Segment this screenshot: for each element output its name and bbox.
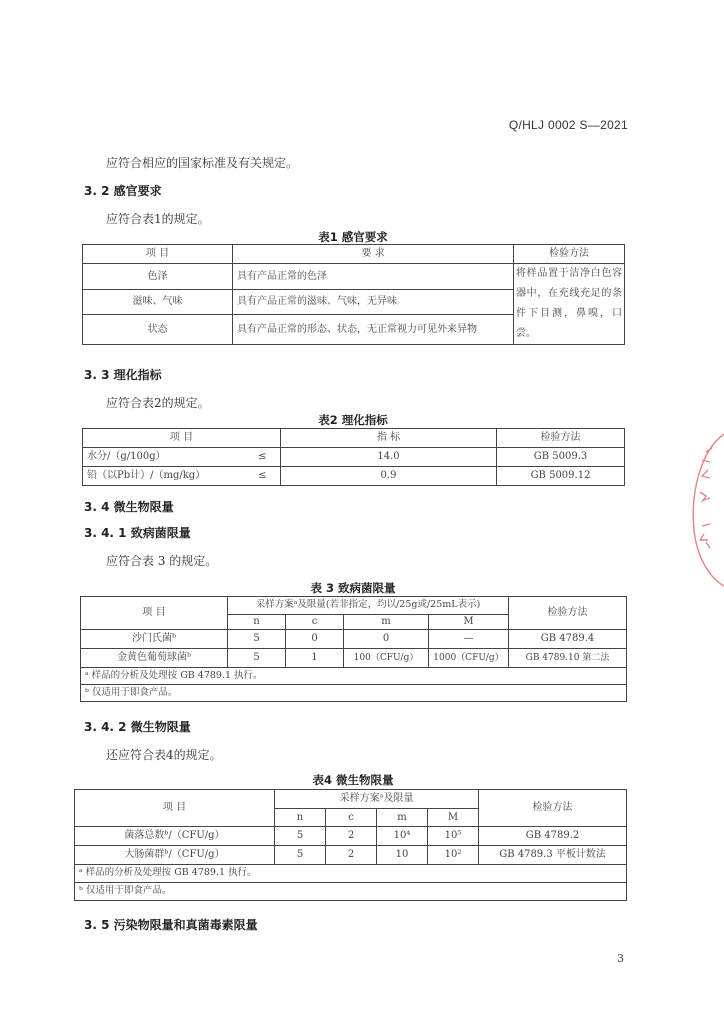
header-method: 检验方法 (509, 597, 627, 630)
table-note-row (75, 865, 627, 883)
n-cell: 5 (228, 630, 286, 649)
header-method: 检验方法 (514, 245, 625, 264)
n-cell: 5 (275, 827, 326, 846)
header-method: 检验方法 (479, 790, 627, 827)
c-cell: 2 (326, 846, 377, 865)
header-m: m (377, 809, 428, 827)
header-item: 项 目 (81, 597, 228, 630)
method-cell: GB 5009.3 (497, 448, 625, 467)
m-cell: 100（CFU/g） (344, 649, 429, 668)
table1-caption: 表1 感官要求 (318, 230, 388, 244)
section-3-2-text: 应符合表1的规定。 (106, 212, 210, 226)
m-cell: 0 (344, 630, 429, 649)
c-cell: 1 (286, 649, 344, 668)
table-note: ᵃ 样品的分析及处理按 GB 4789.1 执行。 (75, 865, 627, 883)
method-cell: GB 4789.10 第二法 (509, 649, 627, 668)
standard-number: Q/HLJ 0002 S—2021 (508, 118, 628, 132)
item-cell: 水分/（g/100g） (83, 448, 245, 467)
table3-caption: 表 3 致病菌限量 (310, 581, 396, 595)
table-row (83, 467, 625, 486)
M-cell: 10⁵ (428, 827, 479, 846)
header-item: 项 目 (83, 429, 281, 448)
n-cell: 5 (275, 846, 326, 865)
value-cell: 14.0 (281, 448, 497, 467)
table-row (75, 827, 627, 846)
requirement-cell: 具有产品正常的形态、状态，无正常视力可见外来异物 (233, 315, 514, 345)
header-c: c (326, 809, 377, 827)
section-3-3-text: 应符合表2的规定。 (106, 396, 210, 410)
item-cell: 铅（以Pb计）/（mg/kg） (83, 467, 245, 486)
table-header-row (81, 597, 627, 615)
M-cell: — (429, 630, 509, 649)
table2-caption: 表2 理化指标 (318, 413, 388, 427)
header-M: M (429, 615, 509, 630)
header-m: m (344, 615, 429, 630)
c-cell: 2 (326, 827, 377, 846)
table-header-row (75, 790, 627, 809)
table-header-row (83, 429, 625, 448)
section-3-3-heading: 3. 3 理化指标 (84, 368, 162, 382)
section-3-5-heading: 3. 5 污染物限量和真菌毒素限量 (84, 918, 258, 932)
header-n: n (228, 615, 286, 630)
header-c: c (286, 615, 344, 630)
table-row (81, 630, 627, 649)
table-note: ᵇ 仅适用于即食产品。 (75, 883, 627, 901)
header-item: 项 目 (75, 790, 275, 827)
table3-pathogen-limits (80, 596, 627, 702)
method-cell: GB 4789.2 (479, 827, 627, 846)
method-cell: 将样品置于洁净白色容器中，在充线充足的条件下目测，鼻嗅，口尝。 (514, 264, 625, 345)
table-row (75, 846, 627, 865)
table-note-row (75, 883, 627, 901)
header-indicator: 指 标 (281, 429, 497, 448)
section-3-2-heading: 3. 2 感官要求 (84, 184, 162, 198)
table-note-row (81, 685, 627, 702)
requirement-cell: 具有产品正常的滋味、气味，无异味 (233, 289, 514, 315)
item-cell: 金黄色葡萄球菌ᵇ (81, 649, 228, 668)
value-cell: 0.9 (281, 467, 497, 486)
header-n: n (275, 809, 326, 827)
item-cell: 沙门氏菌ᵇ (81, 630, 228, 649)
table4-microbial-limits (74, 789, 627, 901)
n-cell: 5 (228, 649, 286, 668)
item-cell: 滋味、气味 (83, 289, 233, 315)
item-cell: 状态 (83, 315, 233, 345)
header-M: M (428, 809, 479, 827)
section-3-4-2-heading: 3. 4. 2 微生物限量 (84, 720, 191, 734)
table-header-row (83, 245, 625, 264)
page-number: 3 (617, 952, 624, 965)
method-cell: GB 4789.4 (509, 630, 627, 649)
requirement-cell: 具有产品正常的色泽 (233, 264, 514, 290)
M-cell: 10² (428, 846, 479, 865)
m-cell: 10 (377, 846, 428, 865)
c-cell: 0 (286, 630, 344, 649)
table4-caption: 表4 微生物限量 (312, 773, 394, 787)
operator-cell: ≤ (245, 448, 281, 467)
seal-stamp-icon (684, 430, 724, 590)
M-cell: 1000（CFU/g） (429, 649, 509, 668)
method-cell: GB 5009.12 (497, 467, 625, 486)
table-note: ᵇ 仅适用于即食产品。 (81, 685, 627, 702)
header-method: 检验方法 (497, 429, 625, 448)
table-row (83, 264, 625, 290)
item-cell: 大肠菌群ᵇ/（CFU/g） (75, 846, 275, 865)
item-cell: 菌落总数ᵇ/（CFU/g） (75, 827, 275, 846)
section-3-4-1-text: 应符合表 3 的规定。 (106, 554, 218, 568)
table-row (83, 448, 625, 467)
header-requirement: 要 求 (233, 245, 514, 264)
header-sampling-plan: 采样方案ᵃ及限量(若非指定，均以/25g或/25mL表示) (228, 597, 509, 615)
section-3-4-heading: 3. 4 微生物限量 (84, 500, 174, 514)
header-item: 项 目 (83, 245, 233, 264)
table1-sensory (82, 244, 625, 345)
item-cell: 色泽 (83, 264, 233, 290)
section-3-4-2-text: 还应符合表4的规定。 (106, 748, 222, 762)
table-row (81, 649, 627, 668)
header-sampling-plan: 采样方案ᵃ及限量 (275, 790, 479, 809)
table-note: ᵃ 样品的分析及处理按 GB 4789.1 执行。 (81, 668, 627, 685)
m-cell: 10⁴ (377, 827, 428, 846)
table2-physicochemical (82, 428, 625, 486)
intro-text: 应符合相应的国家标准及有关规定。 (106, 156, 299, 170)
table-note-row (81, 668, 627, 685)
operator-cell: ≤ (245, 467, 281, 486)
method-cell: GB 4789.3 平板计数法 (479, 846, 627, 865)
section-3-4-1-heading: 3. 4. 1 致病菌限量 (84, 526, 191, 540)
